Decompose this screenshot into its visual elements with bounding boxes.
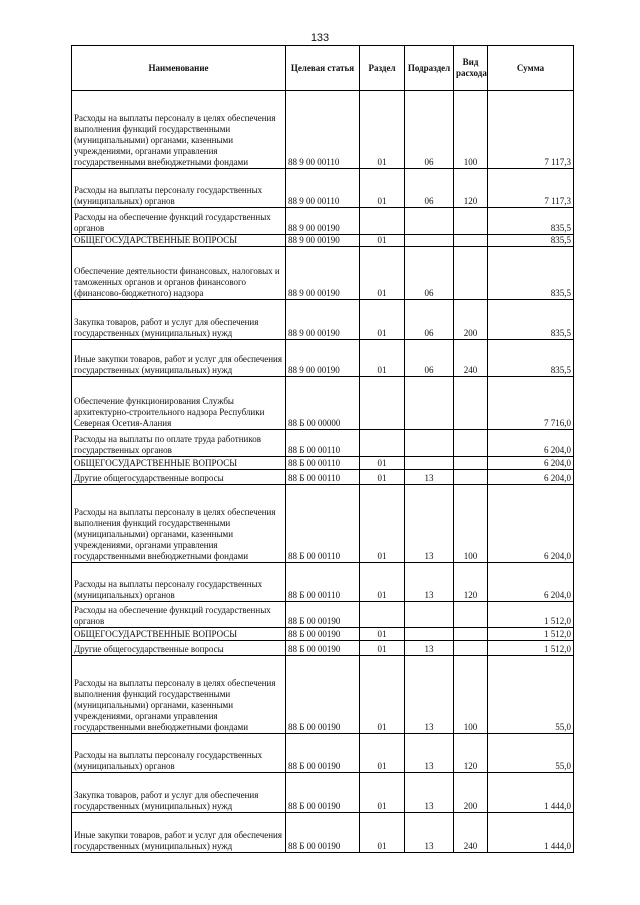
cell-name: Расходы на выплаты персоналу в целях обеспечения выполнения функций государственными (муниципальными) органами, казенными учреждениями, органами управления государственными внебюджетными фондами (72, 91, 286, 169)
cell-name: Расходы на выплаты персоналу в целях обеспечения выполнения функций государственными (муниципальными) органами, казенными учреждениями, органами управления государственными внебюджетными фондами (72, 485, 286, 563)
cell-target: 88 Б 00 00190 (286, 628, 360, 641)
cell-section (360, 208, 405, 235)
cell-name: Расходы на выплаты персоналу государственных (муниципальных) органов (72, 169, 286, 208)
table-row (72, 485, 574, 563)
cell-section: 01 (360, 813, 405, 853)
cell-section: 01 (360, 247, 405, 300)
cell-subsection: 13 (405, 485, 454, 563)
cell-kind (454, 470, 488, 485)
cell-name: Иные закупки товаров, работ и услуг для обеспечения государственных (муниципальных) нужд (72, 340, 286, 377)
cell-amount: 835,5 (488, 247, 574, 300)
cell-amount: 6 204,0 (488, 457, 574, 470)
cell-kind: 120 (454, 563, 488, 602)
table-row (72, 773, 574, 813)
cell-section: 01 (360, 641, 405, 656)
cell-amount: 1 512,0 (488, 641, 574, 656)
cell-kind: 100 (454, 91, 488, 169)
cell-subsection (405, 430, 454, 457)
header-target: Целевая статья (286, 46, 360, 91)
cell-section: 01 (360, 628, 405, 641)
cell-amount: 1 512,0 (488, 602, 574, 628)
cell-target: 88 Б 00 00000 (286, 377, 360, 430)
cell-section: 01 (360, 340, 405, 377)
cell-amount: 6 204,0 (488, 563, 574, 602)
cell-name: ОБЩЕГОСУДАРСТВЕННЫЕ ВОПРОСЫ (72, 457, 286, 470)
cell-amount: 835,5 (488, 300, 574, 340)
cell-subsection (405, 628, 454, 641)
table-row (72, 602, 574, 628)
cell-target: 88 Б 00 00190 (286, 773, 360, 813)
table-row (72, 247, 574, 300)
cell-kind: 240 (454, 813, 488, 853)
cell-kind (454, 628, 488, 641)
cell-section: 01 (360, 235, 405, 247)
cell-target: 88 Б 00 00110 (286, 485, 360, 563)
table-row (72, 470, 574, 485)
cell-amount: 835,5 (488, 340, 574, 377)
cell-subsection: 06 (405, 340, 454, 377)
cell-amount: 6 204,0 (488, 430, 574, 457)
cell-amount: 7 117,3 (488, 91, 574, 169)
cell-name: Иные закупки товаров, работ и услуг для обеспечения государственных (муниципальных) нужд (72, 813, 286, 853)
cell-kind: 100 (454, 656, 488, 734)
cell-subsection: 13 (405, 734, 454, 773)
cell-name: Обеспечение функционирования Службы архитектурно-строительного надзора Республики Северная Осетия-Алания (72, 377, 286, 430)
cell-name: Закупка товаров, работ и услуг для обеспечения государственных (муниципальных) нужд (72, 773, 286, 813)
cell-target: 88 9 00 00190 (286, 247, 360, 300)
cell-target: 88 Б 00 00190 (286, 656, 360, 734)
cell-name: Другие общегосударственные вопросы (72, 641, 286, 656)
table-row (72, 235, 574, 247)
table-header-row (72, 46, 574, 91)
cell-subsection: 13 (405, 470, 454, 485)
cell-kind (454, 247, 488, 300)
cell-section (360, 430, 405, 457)
cell-kind: 120 (454, 169, 488, 208)
cell-target: 88 Б 00 00190 (286, 734, 360, 773)
table-row (72, 377, 574, 430)
cell-section: 01 (360, 470, 405, 485)
cell-kind: 120 (454, 734, 488, 773)
table-row (72, 300, 574, 340)
cell-name: Расходы на выплаты персоналу государственных (муниципальных) органов (72, 563, 286, 602)
cell-kind (454, 641, 488, 656)
table-row (72, 340, 574, 377)
budget-table (71, 45, 574, 853)
cell-section: 01 (360, 91, 405, 169)
cell-subsection (405, 377, 454, 430)
cell-kind (454, 430, 488, 457)
cell-kind (454, 235, 488, 247)
cell-amount: 7 716,0 (488, 377, 574, 430)
cell-section: 01 (360, 773, 405, 813)
cell-kind (454, 457, 488, 470)
cell-target: 88 9 00 00190 (286, 340, 360, 377)
cell-amount: 835,5 (488, 235, 574, 247)
cell-kind: 100 (454, 485, 488, 563)
cell-subsection: 06 (405, 91, 454, 169)
cell-section: 01 (360, 300, 405, 340)
header-subsection: Подраздел (405, 46, 454, 91)
page-number: 133 (310, 32, 330, 44)
cell-name: Расходы на выплаты по оплате труда работников государственных органов (72, 430, 286, 457)
cell-section: 01 (360, 457, 405, 470)
cell-name: Обеспечение деятельности финансовых, налоговых и таможенных органов и органов финансового (финансово-бюджетного) надзора (72, 247, 286, 300)
cell-target: 88 Б 00 00190 (286, 813, 360, 853)
header-amount: Сумма (488, 46, 574, 91)
cell-amount: 6 204,0 (488, 470, 574, 485)
table-row (72, 208, 574, 235)
cell-amount: 1 444,0 (488, 813, 574, 853)
cell-amount: 6 204,0 (488, 485, 574, 563)
table-row (72, 813, 574, 853)
cell-kind (454, 377, 488, 430)
header-kind: Вид расхода (454, 46, 488, 91)
table-row (72, 734, 574, 773)
cell-subsection: 06 (405, 300, 454, 340)
cell-section: 01 (360, 656, 405, 734)
cell-subsection: 13 (405, 563, 454, 602)
cell-amount: 1 512,0 (488, 628, 574, 641)
cell-name: Расходы на выплаты персоналу в целях обеспечения выполнения функций государственными (муниципальными) органами, казенными учреждениями, органами управления государственными внебюджетными фондами (72, 656, 286, 734)
cell-kind (454, 602, 488, 628)
header-name: Наименование (72, 46, 286, 91)
cell-section: 01 (360, 734, 405, 773)
cell-subsection: 13 (405, 813, 454, 853)
table-row (72, 91, 574, 169)
cell-name: Расходы на обеспечение функций государственных органов (72, 602, 286, 628)
cell-kind: 200 (454, 300, 488, 340)
cell-kind: 240 (454, 340, 488, 377)
cell-name: ОБЩЕГОСУДАРСТВЕННЫЕ ВОПРОСЫ (72, 235, 286, 247)
table-row (72, 457, 574, 470)
cell-amount: 55,0 (488, 656, 574, 734)
cell-amount: 55,0 (488, 734, 574, 773)
cell-subsection: 13 (405, 656, 454, 734)
cell-name: Другие общегосударственные вопросы (72, 470, 286, 485)
cell-subsection (405, 602, 454, 628)
cell-name: Закупка товаров, работ и услуг для обеспечения государственных (муниципальных) нужд (72, 300, 286, 340)
cell-subsection (405, 208, 454, 235)
cell-subsection: 13 (405, 773, 454, 813)
cell-target: 88 Б 00 00110 (286, 430, 360, 457)
cell-subsection: 13 (405, 641, 454, 656)
cell-target: 88 Б 00 00190 (286, 602, 360, 628)
cell-name: Расходы на обеспечение функций государственных органов (72, 208, 286, 235)
cell-target: 88 Б 00 00110 (286, 457, 360, 470)
table-row (72, 430, 574, 457)
cell-target: 88 Б 00 00110 (286, 470, 360, 485)
cell-section: 01 (360, 485, 405, 563)
table-row (72, 641, 574, 656)
cell-target: 88 Б 00 00190 (286, 641, 360, 656)
table-row (72, 563, 574, 602)
cell-kind: 200 (454, 773, 488, 813)
cell-subsection: 06 (405, 169, 454, 208)
cell-target: 88 9 00 00190 (286, 235, 360, 247)
cell-target: 88 9 00 00190 (286, 208, 360, 235)
cell-target: 88 9 00 00190 (286, 300, 360, 340)
cell-target: 88 9 00 00110 (286, 169, 360, 208)
cell-subsection: 06 (405, 247, 454, 300)
cell-subsection (405, 457, 454, 470)
cell-kind (454, 208, 488, 235)
cell-target: 88 Б 00 00110 (286, 563, 360, 602)
table-row (72, 169, 574, 208)
cell-amount: 7 117,3 (488, 169, 574, 208)
cell-target: 88 9 00 00110 (286, 91, 360, 169)
cell-amount: 1 444,0 (488, 773, 574, 813)
cell-subsection (405, 235, 454, 247)
cell-name: ОБЩЕГОСУДАРСТВЕННЫЕ ВОПРОСЫ (72, 628, 286, 641)
cell-section (360, 377, 405, 430)
cell-section: 01 (360, 563, 405, 602)
table-row (72, 656, 574, 734)
cell-amount: 835,5 (488, 208, 574, 235)
cell-name: Расходы на выплаты персоналу государственных (муниципальных) органов (72, 734, 286, 773)
table-body (72, 91, 574, 853)
cell-section: 01 (360, 169, 405, 208)
table-row (72, 628, 574, 641)
cell-section (360, 602, 405, 628)
header-section: Раздел (360, 46, 405, 91)
